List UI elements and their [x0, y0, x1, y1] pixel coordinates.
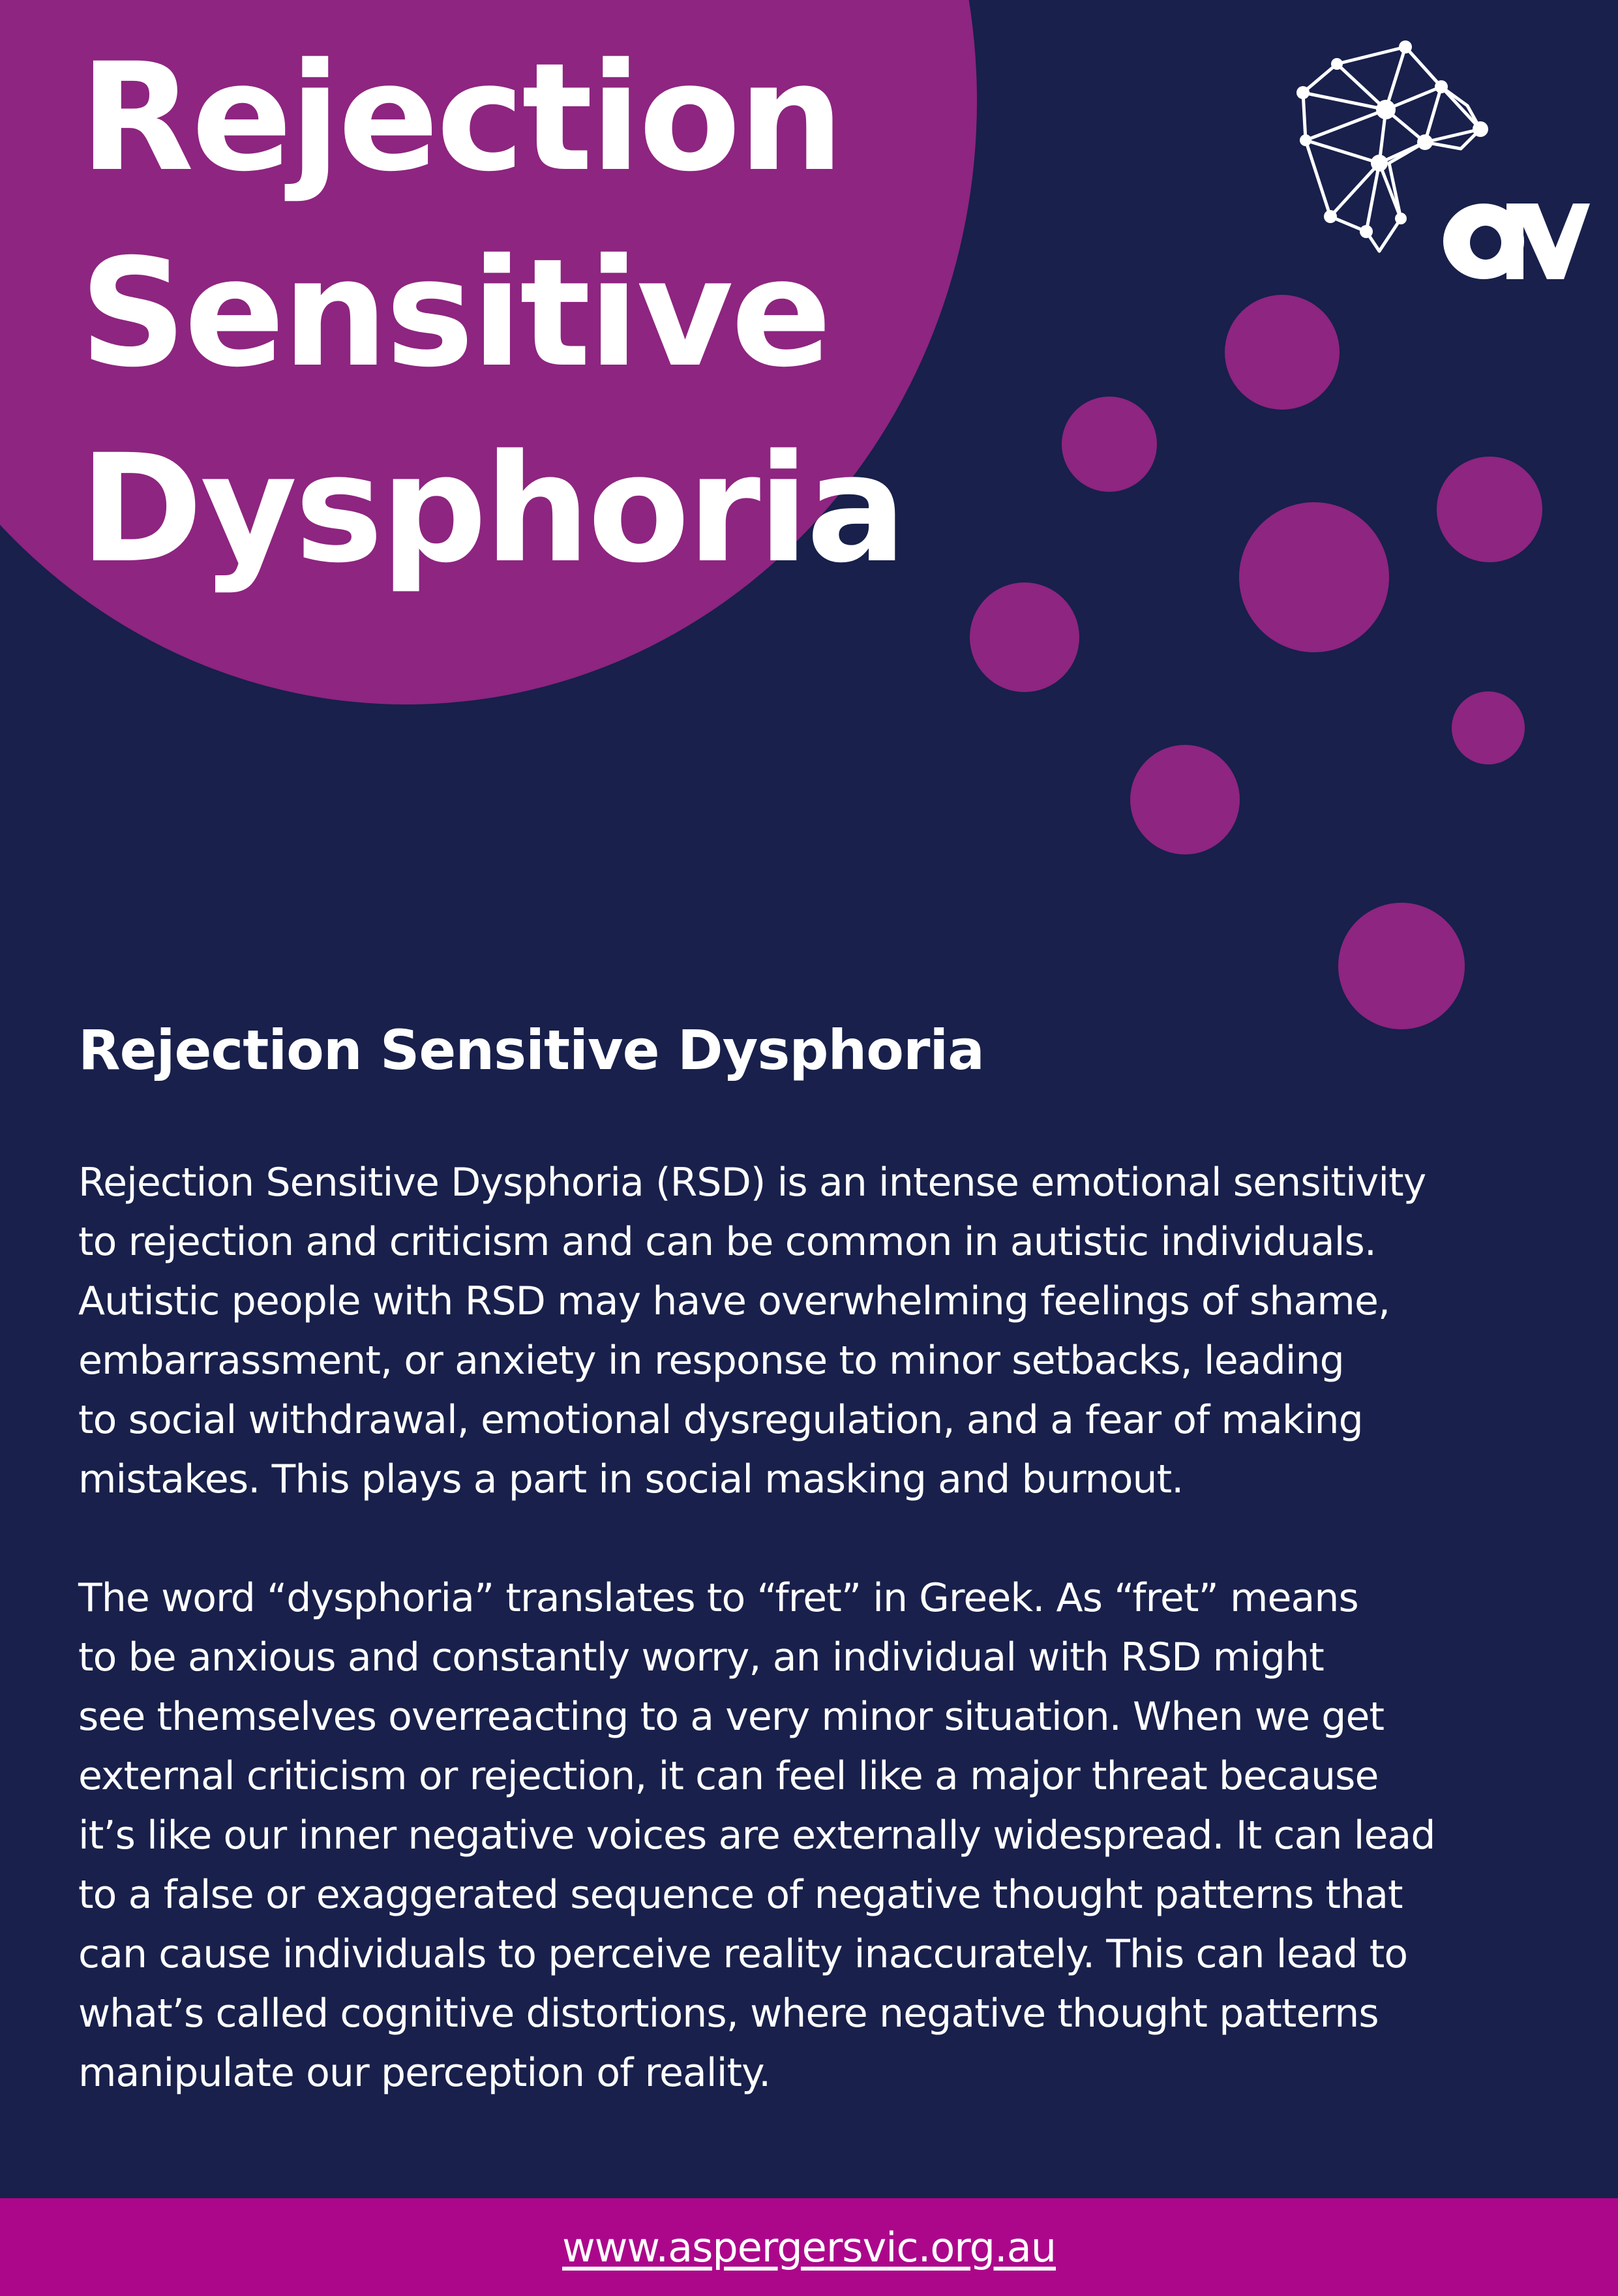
text-line: Rejection Sensitive Dysphoria (RSD) is an intense emotional sensitivity [78, 1160, 1426, 1205]
decorative-dot [1130, 745, 1240, 854]
website-link[interactable]: www.aspergersvic.org.au [562, 2223, 1056, 2271]
title-line: Dysphoria [80, 422, 905, 596]
text-line: can cause individuals to perceive reality inaccurately. This can lead to [78, 1931, 1408, 1977]
title-line: Rejection [80, 31, 842, 204]
decorative-dot [1437, 457, 1542, 562]
text-line: manipulate our perception of reality. [78, 2050, 771, 2096]
decorative-dot [1239, 502, 1389, 652]
aspergers-victoria-logo [1291, 33, 1591, 294]
decorative-dot [1338, 903, 1465, 1029]
poster-title [80, 20, 904, 607]
section-heading: Rejection Sensitive Dysphoria [78, 1018, 984, 1082]
text-line: to be anxious and constantly worry, an individual with RSD might [78, 1635, 1324, 1680]
text-line: what’s called cognitive distortions, where negative thought patterns [78, 1991, 1379, 2036]
text-line: Autistic people with RSD may have overwhelming feelings of shame, [78, 1278, 1390, 1324]
decorative-dot [1225, 295, 1340, 410]
text-line: The word “dysphoria” translates to “fret” in Greek. As “fret” means [78, 1575, 1358, 1621]
text-line: to rejection and criticism and can be common in autistic individuals. [78, 1219, 1377, 1265]
text-line: it’s like our inner negative voices are externally widespread. It can lead [78, 1813, 1435, 1858]
text-line: mistakes. This plays a part in social masking and burnout. [78, 1457, 1184, 1502]
paragraph-1 [78, 1153, 1533, 1509]
decorative-dot [970, 582, 1079, 692]
paragraph-2 [78, 1569, 1533, 2103]
text-line: to social withdrawal, emotional dysregulation, and a fear of making [78, 1397, 1363, 1443]
text-line: see themselves overreacting to a very minor situation. When we get [78, 1694, 1385, 1740]
decorative-dot [1452, 691, 1525, 764]
footer-bar [0, 2198, 1618, 2296]
text-line: external criticism or rejection, it can feel like a major threat because [78, 1753, 1379, 1799]
title-line: Sensitive [80, 226, 830, 400]
logo-letters [1443, 204, 1590, 279]
body-text [78, 1153, 1533, 2162]
decorative-dot [1062, 397, 1157, 492]
text-line: to a false or exaggerated sequence of negative thought patterns that [78, 1872, 1403, 1918]
text-line: embarrassment, or anxiety in response to minor setbacks, leading [78, 1338, 1344, 1383]
